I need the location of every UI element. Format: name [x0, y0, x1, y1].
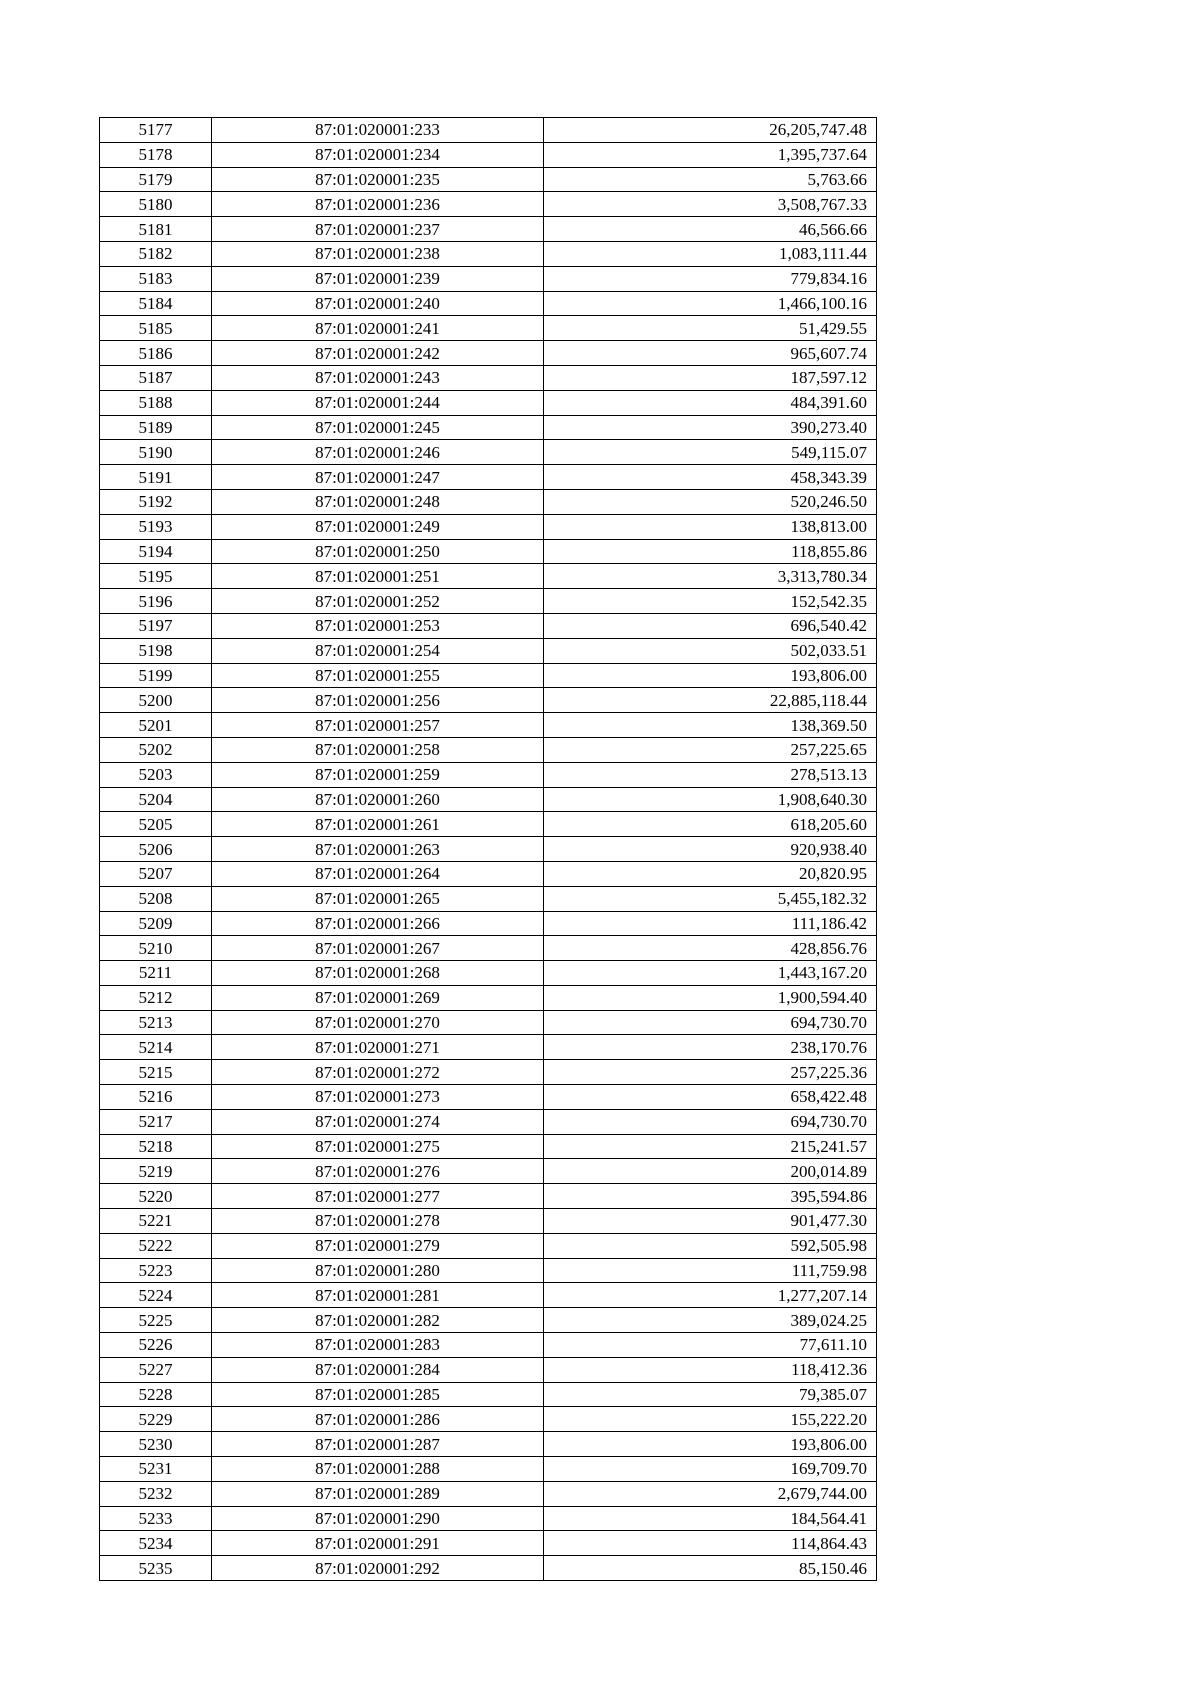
value-cell: 389,024.25 — [544, 1308, 877, 1333]
cadastral-number-cell: 87:01:020001:253 — [212, 613, 544, 638]
value-cell: 696,540.42 — [544, 613, 877, 638]
table-row — [100, 465, 877, 490]
row-number-cell: 5232 — [100, 1481, 212, 1506]
row-number-cell: 5220 — [100, 1184, 212, 1209]
cadastral-number-cell: 87:01:020001:270 — [212, 1010, 544, 1035]
cadastral-number-cell: 87:01:020001:280 — [212, 1258, 544, 1283]
row-number-cell: 5198 — [100, 638, 212, 663]
row-number-cell: 5192 — [100, 489, 212, 514]
table-row — [100, 266, 877, 291]
table-row — [100, 1481, 877, 1506]
row-number-cell: 5182 — [100, 241, 212, 266]
row-number-cell: 5208 — [100, 886, 212, 911]
table-row — [100, 663, 877, 688]
table-row — [100, 886, 877, 911]
value-cell: 390,273.40 — [544, 415, 877, 440]
value-cell: 901,477.30 — [544, 1209, 877, 1234]
cadastral-number-cell: 87:01:020001:290 — [212, 1506, 544, 1531]
cadastral-number-cell: 87:01:020001:292 — [212, 1556, 544, 1581]
cadastral-number-cell: 87:01:020001:287 — [212, 1432, 544, 1457]
value-cell: 111,186.42 — [544, 911, 877, 936]
value-cell: 1,443,167.20 — [544, 961, 877, 986]
table-row — [100, 564, 877, 589]
cadastral-number-cell: 87:01:020001:238 — [212, 241, 544, 266]
table-row — [100, 1382, 877, 1407]
cadastral-number-cell: 87:01:020001:245 — [212, 415, 544, 440]
row-number-cell: 5227 — [100, 1357, 212, 1382]
table-row — [100, 440, 877, 465]
row-number-cell: 5213 — [100, 1010, 212, 1035]
row-number-cell: 5180 — [100, 192, 212, 217]
cadastral-number-cell: 87:01:020001:251 — [212, 564, 544, 589]
value-cell: 779,834.16 — [544, 266, 877, 291]
cadastral-number-cell: 87:01:020001:257 — [212, 713, 544, 738]
table-row — [100, 1357, 877, 1382]
cadastral-number-cell: 87:01:020001:272 — [212, 1060, 544, 1085]
value-cell: 2,679,744.00 — [544, 1481, 877, 1506]
value-cell: 138,369.50 — [544, 713, 877, 738]
table-row — [100, 241, 877, 266]
value-cell: 520,246.50 — [544, 489, 877, 514]
value-cell: 1,277,207.14 — [544, 1283, 877, 1308]
table-row — [100, 365, 877, 390]
table-row — [100, 787, 877, 812]
row-number-cell: 5191 — [100, 465, 212, 490]
value-cell: 395,594.86 — [544, 1184, 877, 1209]
cadastral-number-cell: 87:01:020001:264 — [212, 861, 544, 886]
table-row — [100, 1010, 877, 1035]
row-number-cell: 5178 — [100, 142, 212, 167]
cadastral-number-cell: 87:01:020001:273 — [212, 1085, 544, 1110]
value-cell: 694,730.70 — [544, 1109, 877, 1134]
row-number-cell: 5204 — [100, 787, 212, 812]
value-cell: 184,564.41 — [544, 1506, 877, 1531]
table-row — [100, 1035, 877, 1060]
table-row — [100, 1109, 877, 1134]
row-number-cell: 5214 — [100, 1035, 212, 1060]
cadastral-number-cell: 87:01:020001:250 — [212, 539, 544, 564]
cadastral-number-cell: 87:01:020001:235 — [212, 167, 544, 192]
row-number-cell: 5209 — [100, 911, 212, 936]
table-row — [100, 1159, 877, 1184]
row-number-cell: 5234 — [100, 1531, 212, 1556]
value-cell: 118,855.86 — [544, 539, 877, 564]
table-body — [100, 118, 877, 1581]
cadastral-number-cell: 87:01:020001:289 — [212, 1481, 544, 1506]
cadastral-number-cell: 87:01:020001:236 — [212, 192, 544, 217]
value-cell: 138,813.00 — [544, 514, 877, 539]
table-row — [100, 837, 877, 862]
row-number-cell: 5221 — [100, 1209, 212, 1234]
cadastral-number-cell: 87:01:020001:260 — [212, 787, 544, 812]
row-number-cell: 5201 — [100, 713, 212, 738]
value-cell: 26,205,747.48 — [544, 118, 877, 143]
cadastral-number-cell: 87:01:020001:268 — [212, 961, 544, 986]
table-row — [100, 390, 877, 415]
row-number-cell: 5231 — [100, 1457, 212, 1482]
table-row — [100, 118, 877, 143]
value-cell: 22,885,118.44 — [544, 688, 877, 713]
row-number-cell: 5228 — [100, 1382, 212, 1407]
table-row — [100, 167, 877, 192]
table-row — [100, 1333, 877, 1358]
cadastral-number-cell: 87:01:020001:242 — [212, 341, 544, 366]
table-row — [100, 1233, 877, 1258]
cadastral-number-cell: 87:01:020001:284 — [212, 1357, 544, 1382]
cadastral-number-cell: 87:01:020001:247 — [212, 465, 544, 490]
table-row — [100, 638, 877, 663]
row-number-cell: 5194 — [100, 539, 212, 564]
row-number-cell: 5224 — [100, 1283, 212, 1308]
cadastral-number-cell: 87:01:020001:255 — [212, 663, 544, 688]
row-number-cell: 5212 — [100, 985, 212, 1010]
value-cell: 3,313,780.34 — [544, 564, 877, 589]
row-number-cell: 5235 — [100, 1556, 212, 1581]
cadastral-number-cell: 87:01:020001:252 — [212, 589, 544, 614]
value-cell: 658,422.48 — [544, 1085, 877, 1110]
value-cell: 257,225.36 — [544, 1060, 877, 1085]
cadastral-number-cell: 87:01:020001:283 — [212, 1333, 544, 1358]
table-row — [100, 217, 877, 242]
value-cell: 187,597.12 — [544, 365, 877, 390]
table-row — [100, 1531, 877, 1556]
value-cell: 200,014.89 — [544, 1159, 877, 1184]
value-cell: 193,806.00 — [544, 1432, 877, 1457]
table-row — [100, 514, 877, 539]
cadastral-number-cell: 87:01:020001:246 — [212, 440, 544, 465]
row-number-cell: 5187 — [100, 365, 212, 390]
table-row — [100, 812, 877, 837]
value-cell: 257,225.65 — [544, 737, 877, 762]
row-number-cell: 5186 — [100, 341, 212, 366]
table-row — [100, 489, 877, 514]
table-row — [100, 1308, 877, 1333]
table-row — [100, 961, 877, 986]
cadastral-number-cell: 87:01:020001:276 — [212, 1159, 544, 1184]
table-row — [100, 1407, 877, 1432]
row-number-cell: 5210 — [100, 936, 212, 961]
value-cell: 114,864.43 — [544, 1531, 877, 1556]
row-number-cell: 5199 — [100, 663, 212, 688]
table-row — [100, 1506, 877, 1531]
row-number-cell: 5215 — [100, 1060, 212, 1085]
table-row — [100, 762, 877, 787]
row-number-cell: 5179 — [100, 167, 212, 192]
table-row — [100, 341, 877, 366]
cadastral-number-cell: 87:01:020001:286 — [212, 1407, 544, 1432]
row-number-cell: 5203 — [100, 762, 212, 787]
cadastral-number-cell: 87:01:020001:271 — [212, 1035, 544, 1060]
cadastral-number-cell: 87:01:020001:285 — [212, 1382, 544, 1407]
cadastral-number-cell: 87:01:020001:248 — [212, 489, 544, 514]
row-number-cell: 5222 — [100, 1233, 212, 1258]
row-number-cell: 5202 — [100, 737, 212, 762]
table-row — [100, 613, 877, 638]
value-cell: 1,395,737.64 — [544, 142, 877, 167]
row-number-cell: 5188 — [100, 390, 212, 415]
row-number-cell: 5226 — [100, 1333, 212, 1358]
value-cell: 152,542.35 — [544, 589, 877, 614]
cadastral-number-cell: 87:01:020001:234 — [212, 142, 544, 167]
table-row — [100, 192, 877, 217]
row-number-cell: 5225 — [100, 1308, 212, 1333]
value-cell: 484,391.60 — [544, 390, 877, 415]
value-cell: 215,241.57 — [544, 1134, 877, 1159]
cadastral-number-cell: 87:01:020001:258 — [212, 737, 544, 762]
value-cell: 5,455,182.32 — [544, 886, 877, 911]
cadastral-number-cell: 87:01:020001:277 — [212, 1184, 544, 1209]
row-number-cell: 5195 — [100, 564, 212, 589]
table-row — [100, 291, 877, 316]
value-cell: 1,466,100.16 — [544, 291, 877, 316]
row-number-cell: 5197 — [100, 613, 212, 638]
cadastral-number-cell: 87:01:020001:239 — [212, 266, 544, 291]
row-number-cell: 5181 — [100, 217, 212, 242]
row-number-cell: 5185 — [100, 316, 212, 341]
row-number-cell: 5184 — [100, 291, 212, 316]
value-cell: 169,709.70 — [544, 1457, 877, 1482]
row-number-cell: 5217 — [100, 1109, 212, 1134]
table-row — [100, 861, 877, 886]
table-row — [100, 1258, 877, 1283]
row-number-cell: 5196 — [100, 589, 212, 614]
value-cell: 238,170.76 — [544, 1035, 877, 1060]
value-cell: 5,763.66 — [544, 167, 877, 192]
table-row — [100, 1283, 877, 1308]
value-cell: 79,385.07 — [544, 1382, 877, 1407]
value-cell: 428,856.76 — [544, 936, 877, 961]
row-number-cell: 5219 — [100, 1159, 212, 1184]
table-row — [100, 1085, 877, 1110]
cadastral-number-cell: 87:01:020001:269 — [212, 985, 544, 1010]
cadastral-number-cell: 87:01:020001:266 — [212, 911, 544, 936]
row-number-cell: 5189 — [100, 415, 212, 440]
table-row — [100, 713, 877, 738]
cadastral-number-cell: 87:01:020001:274 — [212, 1109, 544, 1134]
cadastral-number-cell: 87:01:020001:281 — [212, 1283, 544, 1308]
row-number-cell: 5216 — [100, 1085, 212, 1110]
cadastral-number-cell: 87:01:020001:288 — [212, 1457, 544, 1482]
value-cell: 111,759.98 — [544, 1258, 877, 1283]
value-cell: 193,806.00 — [544, 663, 877, 688]
value-cell: 592,505.98 — [544, 1233, 877, 1258]
row-number-cell: 5177 — [100, 118, 212, 143]
cadastral-number-cell: 87:01:020001:233 — [212, 118, 544, 143]
row-number-cell: 5206 — [100, 837, 212, 862]
cadastral-number-cell: 87:01:020001:244 — [212, 390, 544, 415]
value-cell: 3,508,767.33 — [544, 192, 877, 217]
table-row — [100, 589, 877, 614]
table-row — [100, 316, 877, 341]
table-row — [100, 688, 877, 713]
cadastral-number-cell: 87:01:020001:240 — [212, 291, 544, 316]
table-row — [100, 1184, 877, 1209]
cadastral-number-cell: 87:01:020001:249 — [212, 514, 544, 539]
table-row — [100, 1556, 877, 1581]
cadastral-number-cell: 87:01:020001:267 — [212, 936, 544, 961]
row-number-cell: 5230 — [100, 1432, 212, 1457]
table-row — [100, 985, 877, 1010]
value-cell: 278,513.13 — [544, 762, 877, 787]
cadastral-number-cell: 87:01:020001:263 — [212, 837, 544, 862]
table-row — [100, 415, 877, 440]
row-number-cell: 5205 — [100, 812, 212, 837]
row-number-cell: 5193 — [100, 514, 212, 539]
value-cell: 694,730.70 — [544, 1010, 877, 1035]
row-number-cell: 5207 — [100, 861, 212, 886]
table-row — [100, 539, 877, 564]
table-row — [100, 1060, 877, 1085]
value-cell: 46,566.66 — [544, 217, 877, 242]
table-row — [100, 1457, 877, 1482]
row-number-cell: 5190 — [100, 440, 212, 465]
cadastral-number-cell: 87:01:020001:243 — [212, 365, 544, 390]
value-cell: 1,908,640.30 — [544, 787, 877, 812]
table-row — [100, 737, 877, 762]
cadastral-number-cell: 87:01:020001:291 — [212, 1531, 544, 1556]
value-cell: 1,900,594.40 — [544, 985, 877, 1010]
cadastral-number-cell: 87:01:020001:237 — [212, 217, 544, 242]
value-cell: 458,343.39 — [544, 465, 877, 490]
cadastral-number-cell: 87:01:020001:279 — [212, 1233, 544, 1258]
value-cell: 85,150.46 — [544, 1556, 877, 1581]
row-number-cell: 5183 — [100, 266, 212, 291]
row-number-cell: 5211 — [100, 961, 212, 986]
table-row — [100, 936, 877, 961]
table-row — [100, 142, 877, 167]
cadastral-value-table — [99, 117, 877, 1581]
value-cell: 618,205.60 — [544, 812, 877, 837]
cadastral-number-cell: 87:01:020001:282 — [212, 1308, 544, 1333]
cadastral-number-cell: 87:01:020001:254 — [212, 638, 544, 663]
cadastral-number-cell: 87:01:020001:275 — [212, 1134, 544, 1159]
table-row — [100, 1432, 877, 1457]
cadastral-number-cell: 87:01:020001:261 — [212, 812, 544, 837]
table-row — [100, 911, 877, 936]
row-number-cell: 5233 — [100, 1506, 212, 1531]
value-cell: 502,033.51 — [544, 638, 877, 663]
cadastral-number-cell: 87:01:020001:256 — [212, 688, 544, 713]
row-number-cell: 5200 — [100, 688, 212, 713]
value-cell: 118,412.36 — [544, 1357, 877, 1382]
cadastral-number-cell: 87:01:020001:278 — [212, 1209, 544, 1234]
value-cell: 1,083,111.44 — [544, 241, 877, 266]
row-number-cell: 5218 — [100, 1134, 212, 1159]
cadastral-number-cell: 87:01:020001:259 — [212, 762, 544, 787]
value-cell: 20,820.95 — [544, 861, 877, 886]
value-cell: 77,611.10 — [544, 1333, 877, 1358]
value-cell: 549,115.07 — [544, 440, 877, 465]
table-row — [100, 1209, 877, 1234]
value-cell: 965,607.74 — [544, 341, 877, 366]
value-cell: 51,429.55 — [544, 316, 877, 341]
cadastral-number-cell: 87:01:020001:241 — [212, 316, 544, 341]
value-cell: 155,222.20 — [544, 1407, 877, 1432]
row-number-cell: 5223 — [100, 1258, 212, 1283]
row-number-cell: 5229 — [100, 1407, 212, 1432]
table-row — [100, 1134, 877, 1159]
value-cell: 920,938.40 — [544, 837, 877, 862]
cadastral-number-cell: 87:01:020001:265 — [212, 886, 544, 911]
